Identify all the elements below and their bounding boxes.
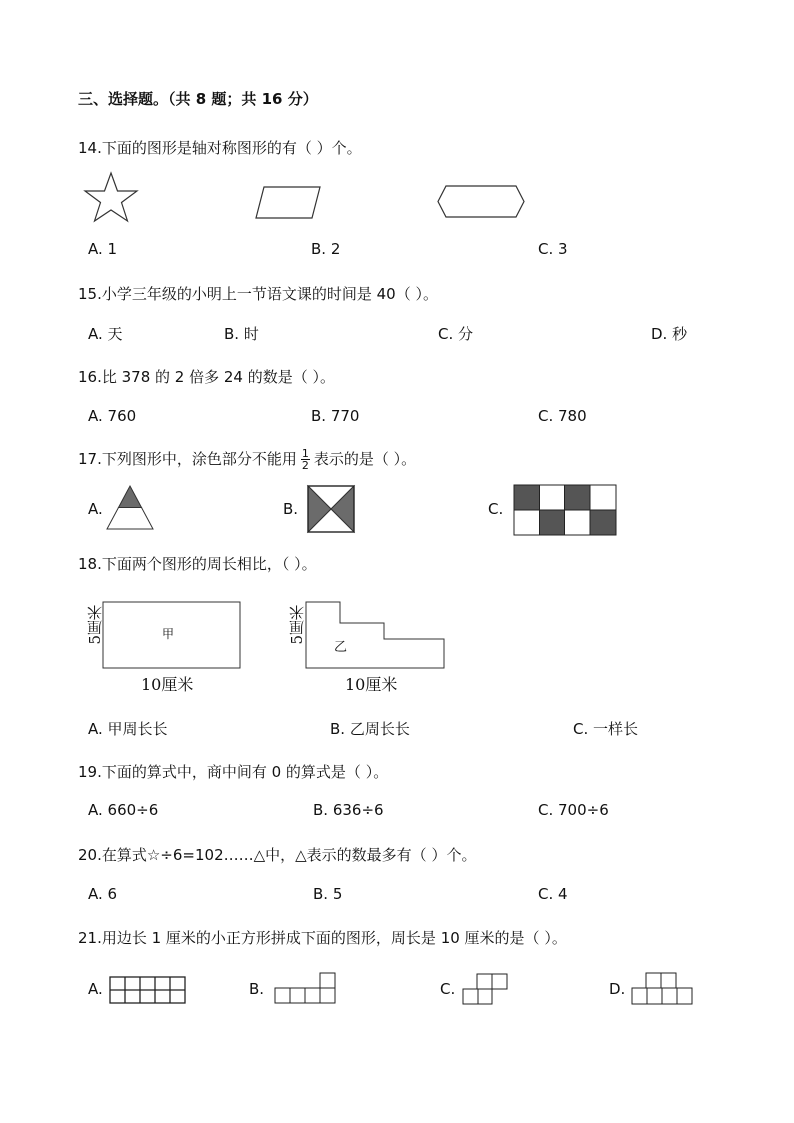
section-title: 三、选择题。（共 8 题；共 16 分） [78,90,318,108]
q21-option-c[interactable]: C. [440,980,456,998]
q16-option-c[interactable]: C. 780 [538,407,587,425]
question-17 [78,448,416,471]
figure-jia-width-label: 10厘米 [141,675,194,694]
question-15: 15.小学三年级的小明上一节语文课的时间是 40（ ）。 [78,285,438,303]
q15-option-b[interactable]: B. 时 [224,325,259,343]
shaded-triangle-figure [106,485,154,530]
q20-option-b[interactable]: B. 5 [313,885,343,903]
question-16: 16.比 378 的 2 倍多 24 的数是（ ）。 [78,368,335,386]
question-14: 14.下面的图形是轴对称图形的有（ ）个。 [78,139,362,157]
star-icon [82,172,140,222]
q19-option-c[interactable]: C. 700÷6 [538,801,609,819]
question-20: 20.在算式☆÷6=102……△中，△表示的数最多有（ ）个。 [78,846,477,864]
question-18: 18.下面两个图形的周长相比，（ ）。 [78,555,317,573]
hexagon-icon [436,185,526,219]
q14-option-c[interactable]: C. 3 [538,240,568,258]
q14-option-b[interactable]: B. 2 [311,240,341,258]
q21-option-b[interactable]: B. [249,980,265,998]
q17-option-b[interactable]: B. [283,500,299,518]
q21-option-a[interactable]: A. [88,980,103,998]
fraction-one-half: $\frac{1}{2}$ [301,447,309,472]
q19-option-b[interactable]: B. 636÷6 [313,801,384,819]
q17-option-a[interactable]: A. [88,500,103,518]
figure-jia-height-label: 5厘米 [86,605,104,645]
q19-option-a[interactable]: A. 660÷6 [88,801,159,819]
q21-option-d[interactable]: D. [609,980,626,998]
question-19: 19.下面的算式中，商中间有 0 的算式是（ ）。 [78,763,389,781]
stepped-yi-figure [305,601,447,669]
q18-option-a[interactable]: A. 甲周长长 [88,720,168,738]
figure-jia-label: 甲 [162,627,175,641]
shaded-square-figure [307,485,355,533]
squares-figure-a [109,975,187,1005]
squares-figure-d [631,971,695,1007]
shaded-grid-figure [513,484,617,536]
squares-figure-b [274,971,338,1005]
figure-yi-width-label: 10厘米 [345,675,398,694]
q18-option-c[interactable]: C. 一样长 [573,720,639,738]
figure-yi-label: 乙 [334,640,348,655]
q20-option-c[interactable]: C. 4 [538,885,568,903]
q17-text-before: 17.下列图形中，涂色部分不能用 [78,450,297,468]
q16-option-a[interactable]: A. 760 [88,407,137,425]
q20-option-a[interactable]: A. 6 [88,885,118,903]
q15-option-d[interactable]: D. 秒 [651,325,688,343]
figure-yi-height-label: 5厘米 [288,605,306,645]
q18-option-b[interactable]: B. 乙周长长 [330,720,410,738]
q14-option-a[interactable]: A. 1 [88,240,118,258]
q15-option-c[interactable]: C. 分 [438,325,474,343]
q15-option-a[interactable]: A. 天 [88,325,123,343]
q17-text-after: 表示的是（ ）。 [313,450,417,468]
q17-option-c[interactable]: C. [488,500,504,518]
question-21: 21.用边长 1 厘米的小正方形拼成下面的图形，周长是 10 厘米的是（ ）。 [78,929,567,947]
squares-figure-c [462,972,510,1006]
q16-option-b[interactable]: B. 770 [311,407,360,425]
parallelogram-icon [254,186,322,220]
